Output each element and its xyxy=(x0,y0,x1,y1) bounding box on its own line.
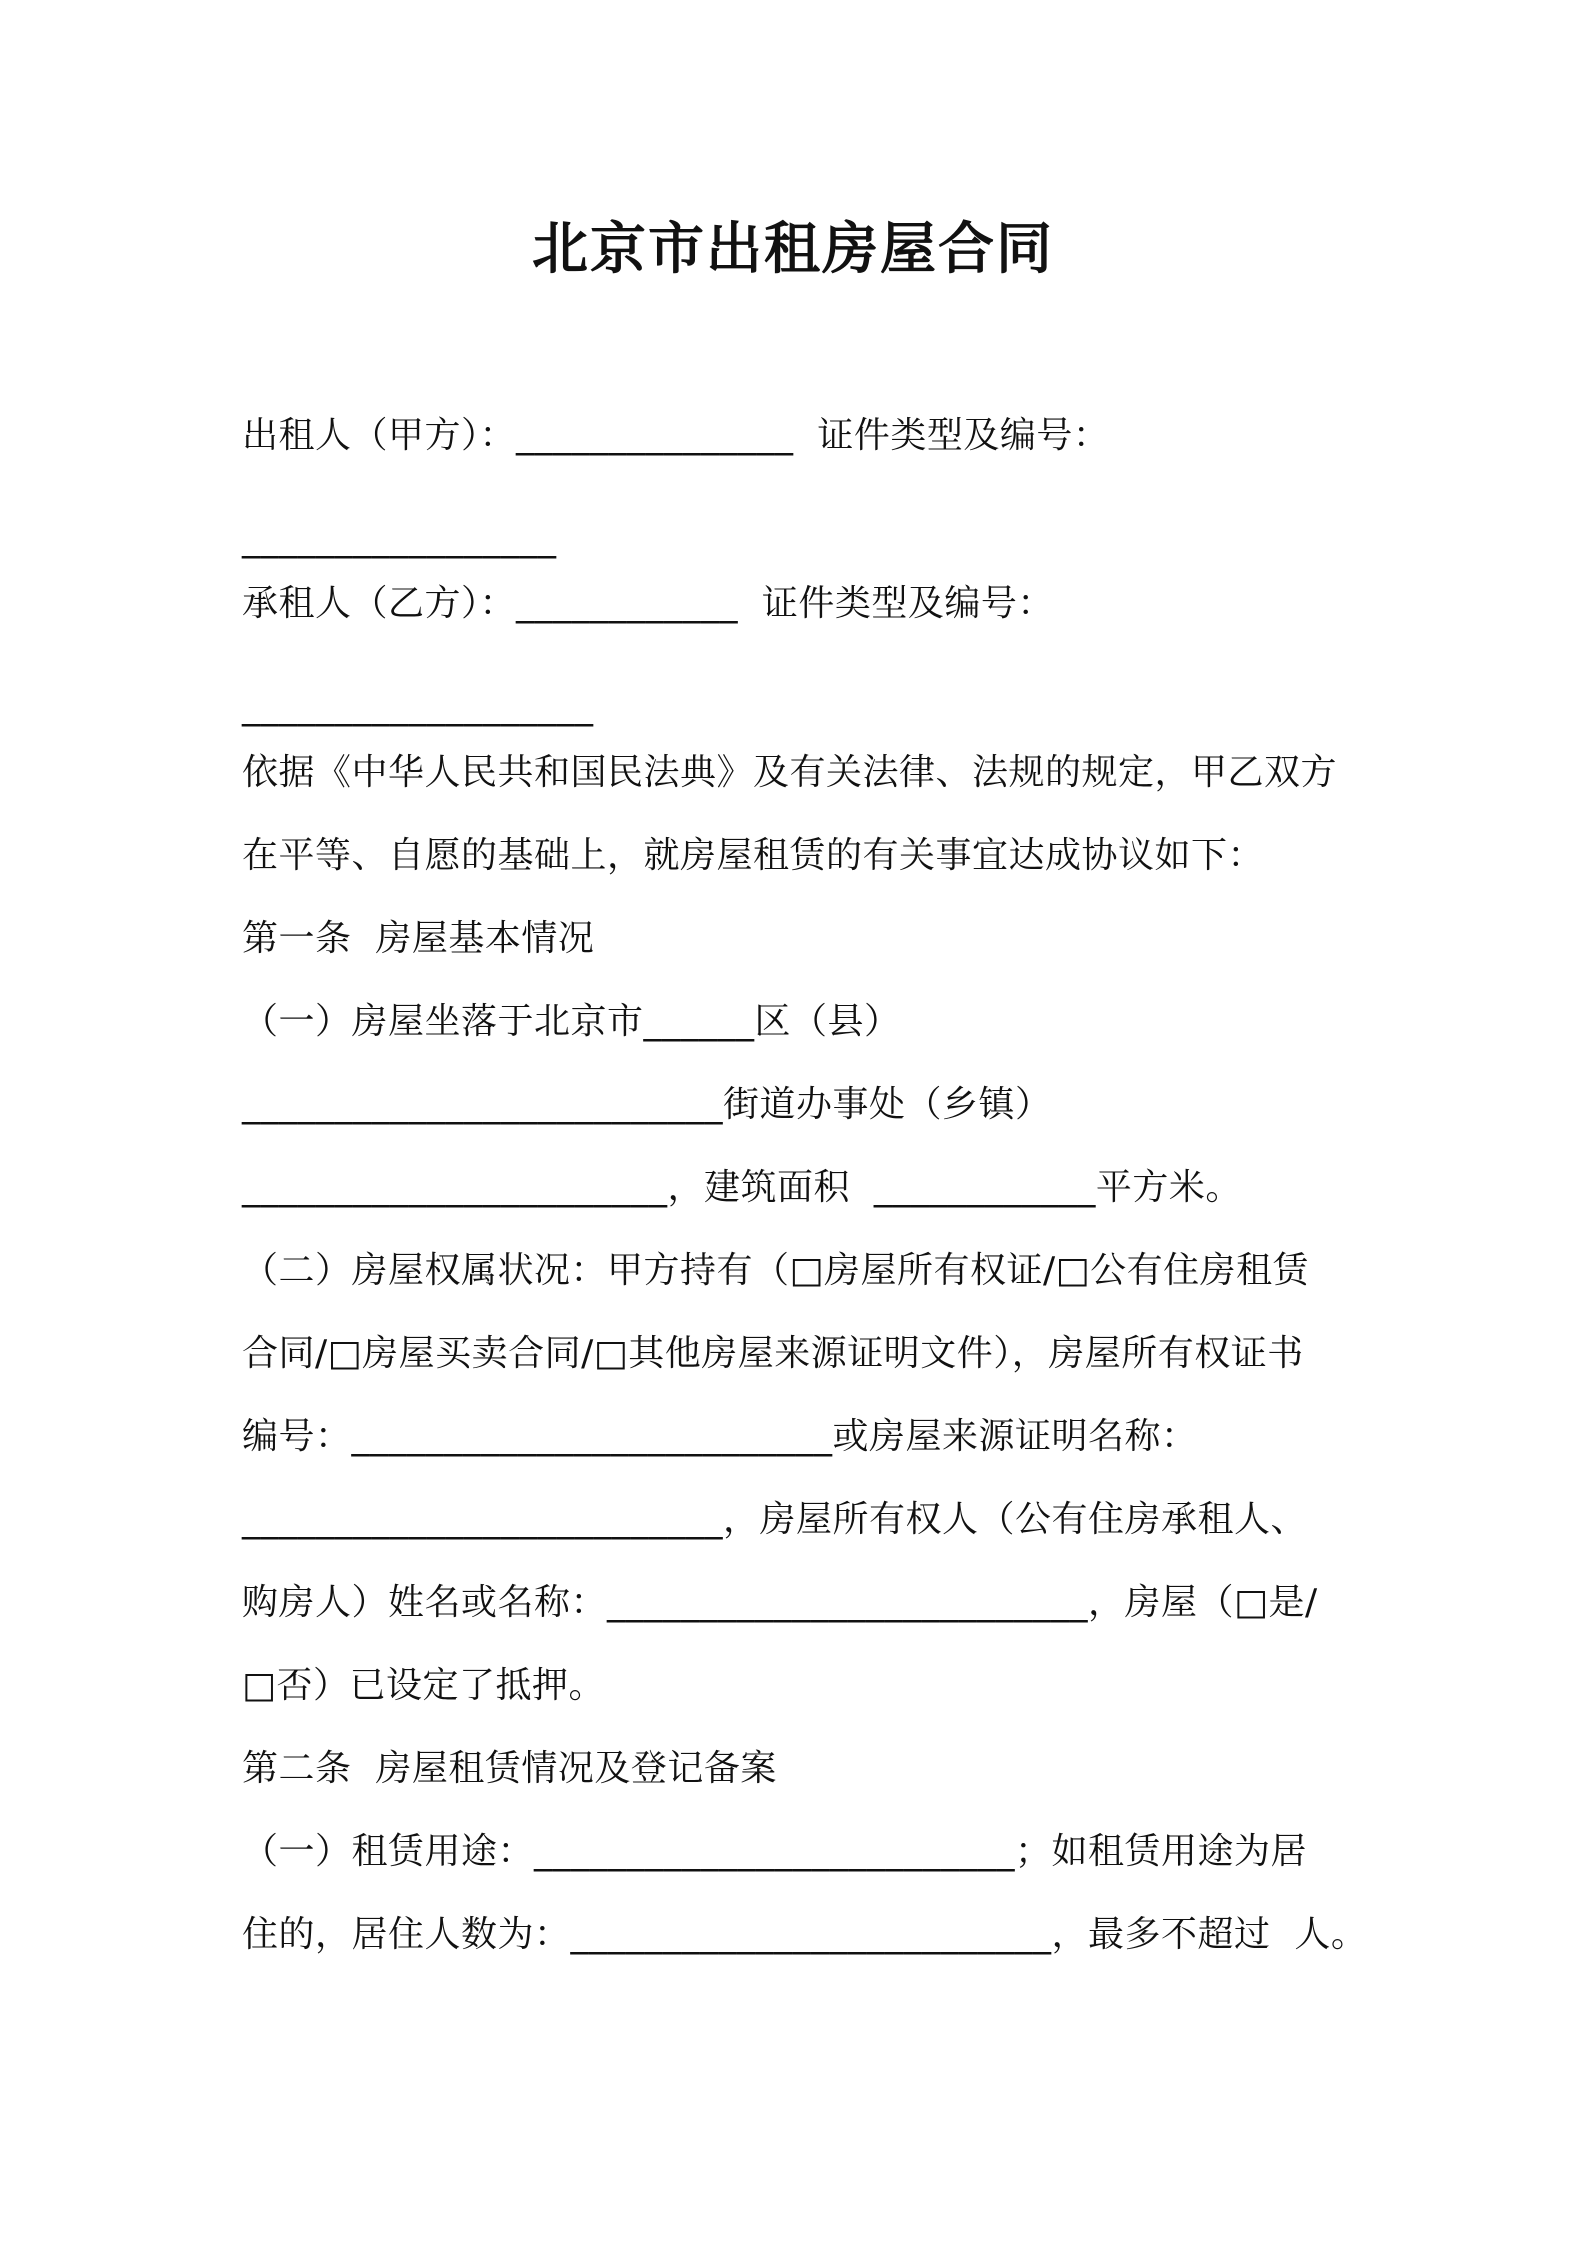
preamble-line-2: 在平等、自愿的基础上，就房屋租赁的有关事宜达成协议如下： xyxy=(242,835,1265,876)
clause-1-2-line-5: 购房人）姓名或名称：__________________________，房屋（□是/ xyxy=(242,1582,1318,1623)
clause-2-1-line-1: （一）租赁用途：__________________________；如租赁用途为居 xyxy=(242,1831,1308,1872)
clause-1-1-line-2: __________________________街道办事处（乡镇） xyxy=(242,1084,1052,1125)
lessor-id-blank: _________________ xyxy=(242,518,557,559)
article-1-heading: 第一条 房屋基本情况 xyxy=(242,918,595,959)
lessee-line: 承租人（乙方）：____________ 证件类型及编号： xyxy=(242,583,1054,624)
clause-1-2-line-2: 合同/□房屋买卖合同/□其他房屋来源证明文件），房屋所有权证书 xyxy=(242,1333,1304,1374)
clause-1-1-line-3: _______________________，建筑面积 ____________平方米。 xyxy=(242,1167,1242,1208)
clause-1-2-line-3: 编号：__________________________或房屋来源证明名称： xyxy=(242,1416,1198,1457)
document-title: 北京市出租房屋合同 xyxy=(532,217,1054,282)
clause-1-1-line-1: （一）房屋坐落于北京市______区（县） xyxy=(242,1001,901,1042)
preamble-line-1: 依据《中华人民共和国民法典》及有关法律、法规的规定，甲乙双方 xyxy=(242,752,1338,793)
clause-1-2-line-6: □否）已设定了抵押。 xyxy=(242,1665,606,1706)
lessee-id-blank: ___________________ xyxy=(242,686,594,727)
lessor-line: 出租人（甲方）：_______________ 证件类型及编号： xyxy=(242,415,1110,456)
clause-1-2-line-1: （二）房屋权属状况：甲方持有（□房屋所有权证/□公有住房租赁 xyxy=(242,1250,1310,1291)
clause-1-2-line-4: __________________________，房屋所有权人（公有住房承租人、 xyxy=(242,1499,1308,1540)
clause-2-1-line-2: 住的，居住人数为：__________________________，最多不超过 人。 xyxy=(242,1914,1368,1955)
article-2-heading: 第二条 房屋租赁情况及登记备案 xyxy=(242,1748,777,1789)
